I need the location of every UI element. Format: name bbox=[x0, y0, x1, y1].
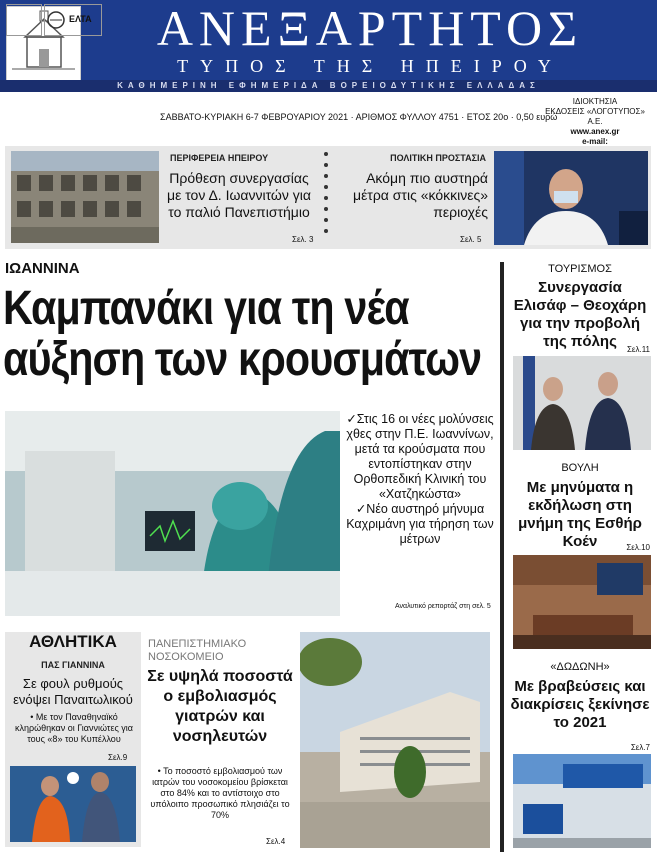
separator-dot bbox=[324, 185, 328, 189]
teaser-title[interactable]: Ακόμη πιο αυστηρά μέτρα στις «κόκκινες» περιοχές bbox=[353, 170, 488, 220]
hospital-bullet: • Το ποσοστό εμβολιασμού των ιατρών του νοσοκομείου βρίσκεται στο 84% και το αντίστοιχο στο υπόλοιπο προσωπικό πλησιάζει το 70% bbox=[150, 766, 290, 820]
separator-dot bbox=[324, 152, 328, 156]
tourism-meeting-photo bbox=[513, 356, 651, 450]
website-link[interactable]: www.anex.gr bbox=[570, 127, 620, 136]
main-bullet: ✓Στις 16 οι νέες μολύνσεις χθες στην Π.Ε. Ιωαννίνων, μετά τα κρούσματα που εντοπίστηκαν στην Ορθοπεδική Κλινική του «Χατζηκώστα» bbox=[346, 412, 494, 501]
old-university-photo bbox=[11, 151, 159, 243]
main-headline-line: Καμπανάκι για τη νέα bbox=[3, 282, 409, 335]
right-story-kicker: «ΔΩΔΩΝΗ» bbox=[550, 661, 610, 673]
right-story-ref: Σελ.10 bbox=[626, 543, 650, 552]
right-story-ref: Σελ.7 bbox=[630, 743, 650, 752]
right-story-title[interactable]: Με μηνύματα η εκδήλωση στη μνήμη της Εσθήρ Κοέν bbox=[518, 479, 642, 550]
separator-dot bbox=[324, 229, 328, 233]
hospital-title[interactable]: Σε υψηλά ποσοστά ο εμβολιασμός γιατρών και νοσηλευτών bbox=[147, 668, 293, 745]
main-bullet: ✓Νέο αυστηρό μήνυμα Καχριμάνη για τήρηση των μέτρων bbox=[346, 502, 494, 546]
hospital-photo bbox=[300, 632, 490, 848]
separator-dot bbox=[324, 196, 328, 200]
separator-dot bbox=[324, 163, 328, 167]
separator-dot bbox=[324, 218, 328, 222]
main-headline[interactable] bbox=[3, 282, 482, 386]
hospital-page-ref: Σελ.4 bbox=[266, 837, 286, 846]
parliament-event-photo bbox=[513, 555, 651, 649]
separator-dot bbox=[324, 174, 328, 178]
right-story-ref: Σελ.11 bbox=[626, 345, 650, 354]
sports-kicker: ΠΑΣ ΓΙΑΝΝΙΝΑ bbox=[41, 660, 105, 670]
main-story-ref: Αναλυτικό ρεπορτάζ στη σελ. 5 bbox=[395, 603, 491, 610]
official-photo bbox=[494, 151, 648, 245]
elta-badge bbox=[44, 4, 102, 36]
sports-page-ref: Σελ.9 bbox=[108, 753, 128, 762]
column-rule bbox=[500, 262, 504, 852]
dodoni-factory-photo bbox=[513, 754, 651, 848]
main-story-kicker: ΙΩΑΝΝΙΝΑ bbox=[5, 260, 80, 277]
postal-badge bbox=[6, 4, 42, 36]
sports-title[interactable]: Σε φουλ ρυθμούς ενόψει Παναιτωλικού bbox=[13, 676, 133, 707]
right-story-title[interactable]: Με βραβεύσεις και διακρίσεις ξεκίνησε το 2021 bbox=[510, 678, 650, 731]
paper-subtitle: ΤΥΠΟΣ ΤΗΣ ΗΠΕΙΡΟΥ bbox=[177, 56, 563, 76]
dateline: ΣΑΒΒΑΤΟ-ΚΥΡΙΑΚΗ 6-7 ΦΕΒΡΟΥΑΡΙΟΥ 2021 · ΑΡΙΘΜΟΣ ΦΥΛΛΟΥ 4751 · ΕΤΟΣ 20ο · 0,50 ευρώ bbox=[160, 112, 558, 122]
teaser-kicker: ΠΕΡΙΦΕΡΕΙΑ ΗΠΕΙΡΟΥ bbox=[170, 153, 269, 163]
teaser-page-ref: Σελ. 5 bbox=[460, 235, 482, 244]
paper-tagline: ΚΑΘΗΜΕΡΙΝΗ ΕΦΗΜΕΡΙΔΑ ΒΟΡΕΙΟΔΥΤΙΚΗΣ ΕΛΛΑΔΑΣ bbox=[0, 80, 657, 92]
football-photo bbox=[10, 766, 136, 842]
sports-bullet: • Με τον Παναθηναϊκό κληρώθηκαν οι Γιαννιώτες για τους «8» του Κυπέλλου bbox=[14, 712, 134, 744]
sports-section-title: ΑΘΛΗΤΙΚΑ bbox=[29, 632, 117, 651]
icu-photo bbox=[5, 411, 340, 616]
email-link[interactable]: e-mail: bbox=[582, 137, 608, 146]
right-story-kicker: ΒΟΥΛΗ bbox=[561, 462, 599, 474]
hospital-kicker: ΠΑΝΕΠΙΣΤΗΜΙΑΚΟ ΝΟΣΟΚΟΜΕΙΟ bbox=[148, 638, 247, 663]
right-story-title[interactable]: Συνεργασία Ελισάφ – Θεοχάρη για την προβολή της πόλης bbox=[513, 279, 647, 350]
teaser-kicker: ΠΟΛΙΤΙΚΗ ΠΡΟΣΤΑΣΙΑ bbox=[390, 153, 486, 163]
main-headline-line: αύξηση των κρουσμάτων bbox=[3, 333, 482, 386]
teaser-page-ref: Σελ. 3 bbox=[292, 235, 314, 244]
elta-label: ΕΛΤΑ bbox=[69, 14, 92, 24]
right-story-kicker: ΤΟΥΡΙΣΜΟΣ bbox=[548, 263, 612, 275]
teaser-title[interactable]: Πρόθεση συνεργασίας με τον Δ. Ιωαννιτών για το παλιό Πανεπιστήμιο bbox=[167, 170, 311, 220]
owner-line: ΙΔΙΟΚΤΗΣΙΑ bbox=[572, 97, 618, 106]
owner-line: ΕΚΔΟΣΕΙΣ «ΛΟΓΟΤΥΠΟΣ» Α.Ε. bbox=[545, 107, 645, 126]
separator-dot bbox=[324, 207, 328, 211]
paper-title: ΑΝΕΞΑΡΤΗΤΟΣ bbox=[156, 0, 584, 56]
main-story-bullets bbox=[344, 412, 496, 547]
